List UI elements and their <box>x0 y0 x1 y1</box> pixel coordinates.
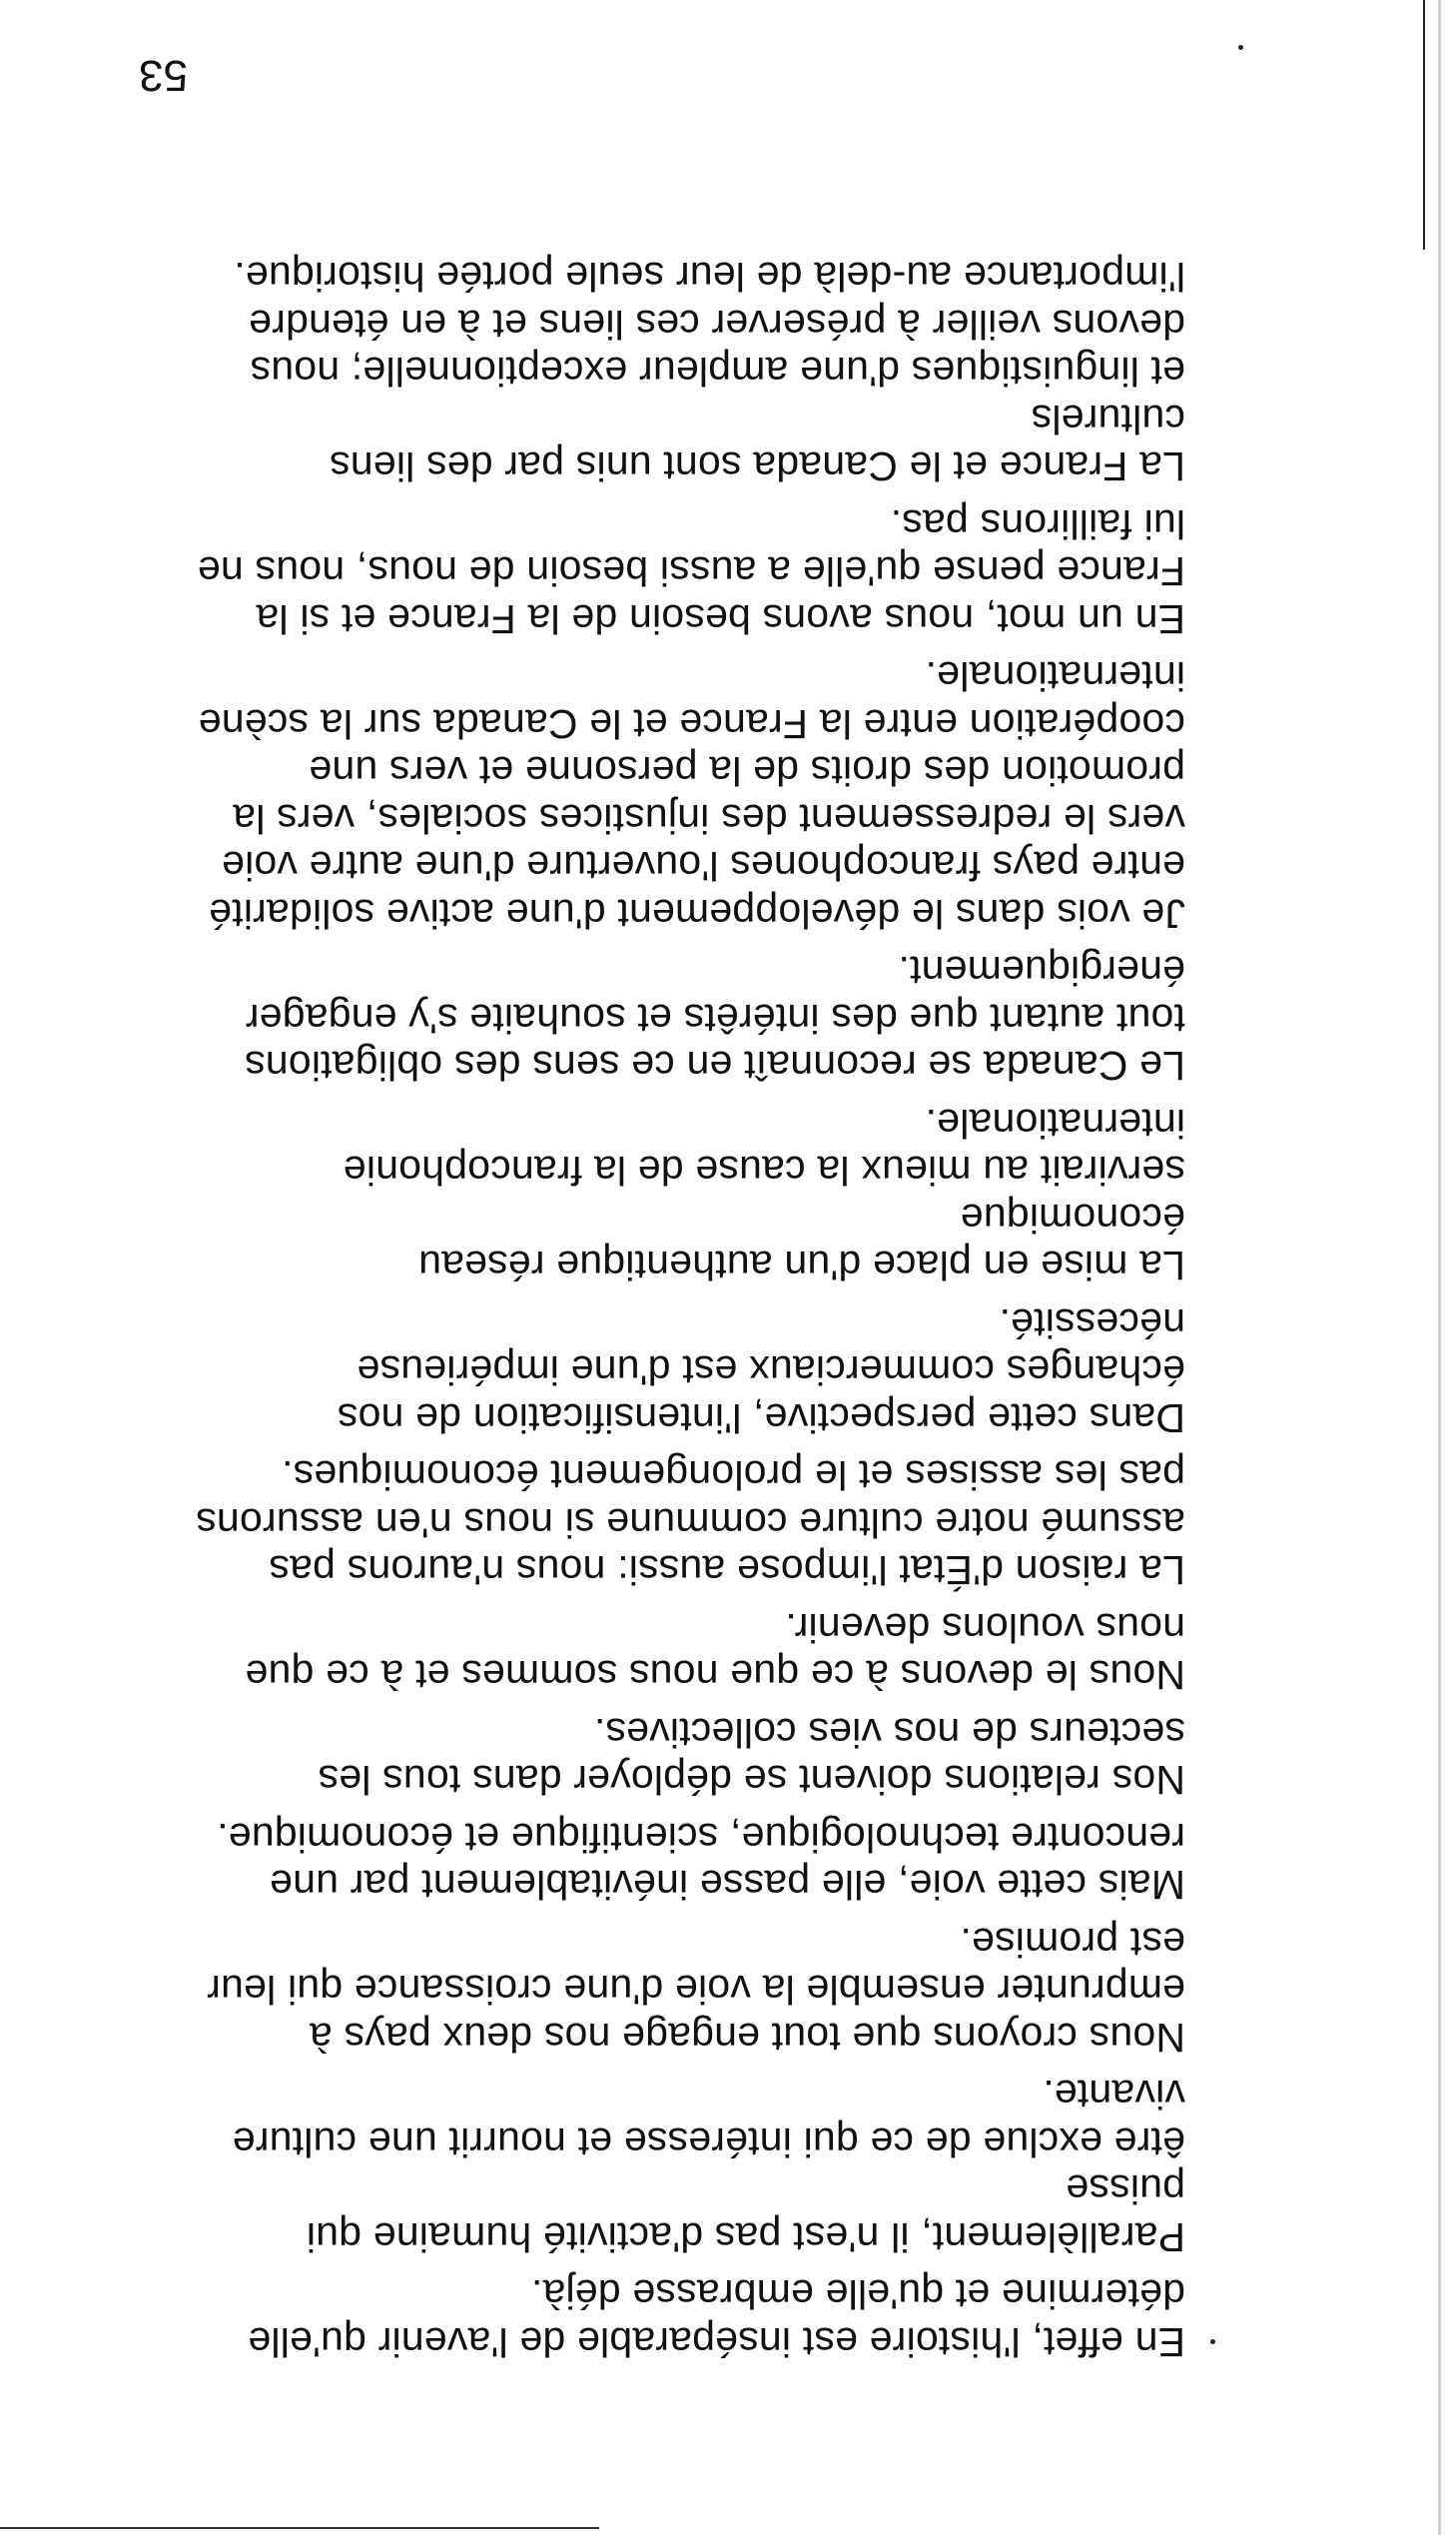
paragraph: Le Canada se reconnaît en ce sens des obligations tout autant que des intérêts et souhaite s'y engager énergiquement. <box>244 948 1185 1090</box>
scan-speck <box>1238 45 1243 50</box>
page-number: 53 <box>139 51 188 100</box>
paragraph: Nous croyons que tout engage nos deux pays à emprunter ensemble la voie d'une croissance qui leur est promise. <box>207 1920 1185 2061</box>
body-text <box>187 243 1185 2365</box>
paragraph: En un mot, nous avons besoin de la France et si la France pense qu'elle a aussi besoin de nous, nous ne lui faillirons pas. <box>197 501 1185 642</box>
paragraph: En effet, l'histoire est inséparable de l'avenir qu'elle détermine et qu'elle embrasse déjà. <box>248 2271 1185 2365</box>
scan-edge-mark <box>0 2527 599 2529</box>
paragraph: Nos relations doivent se déployer dans tous les secteurs de nos vies collectives. <box>318 1710 1185 1804</box>
paragraph: Nous le devons à ce que nous sommes et à ce que nous voulons devenir. <box>245 1605 1185 1699</box>
paragraph: Dans cette perspective, l'intensification de nos échanges commerciaux est d'une impérieuse nécessité. <box>337 1300 1185 1441</box>
paragraph: La mise en place d'un authentique réseau économique servirait au mieux la cause de la francophonie internationale. <box>343 1101 1185 1289</box>
paragraph: La France et le Canada sont unis par des liens culturels et linguistiques d'une ampleur exceptionnelle; nous devons veiller à préserver ces liens et à en étendre l'importance au-delà de leur seule portée historique. <box>234 254 1185 490</box>
scan-edge-shadow <box>1438 0 1441 2535</box>
paragraph: Je vois dans le développement d'une active solidarité entre pays francophones l'ouverture d'une autre voie vers le redressement des injustices sociales, vers la promotion des droits de la personne et vers une coopération entre la France et le Canada sur la scène internationale. <box>198 653 1185 937</box>
paragraph: La raison d'État l'impose aussi: nous n'aurons pas assumé notre culture commune si nous n'en assurons pas les assises et le prolongement économiques. <box>196 1452 1185 1594</box>
paragraph: Mais cette voie, elle passe inévitablement par une rencontre technologique, scientifique et économique. <box>217 1815 1185 1909</box>
scan-edge-mark <box>1423 0 1425 250</box>
paragraph: Parallèlement, il n'est pas d'activité humaine qui puisse être exclue de ce qui intéresse et nourrit une culture vivante. <box>232 2072 1185 2260</box>
scan-speck <box>1210 2339 1215 2344</box>
